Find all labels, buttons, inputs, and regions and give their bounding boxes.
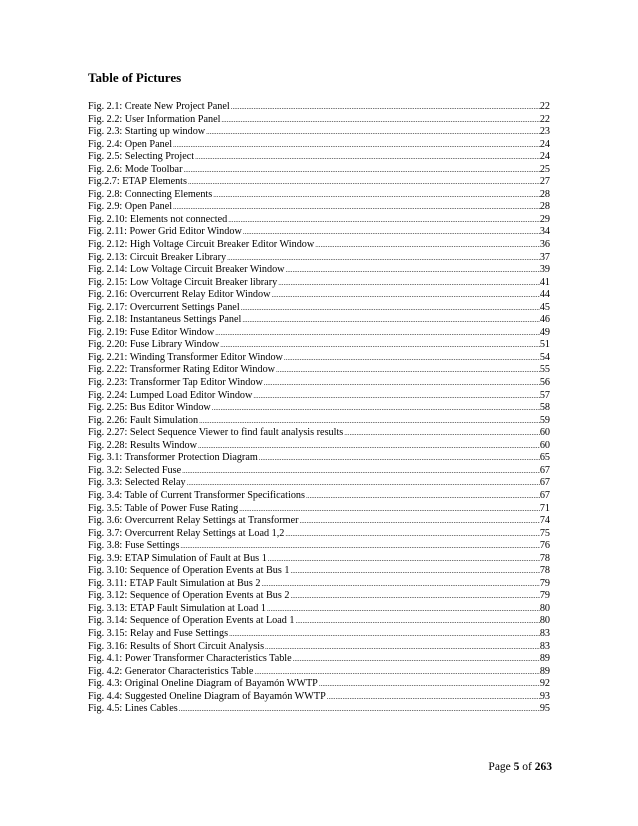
toc-entry-page: 59 (539, 414, 550, 426)
dot-leader (284, 528, 539, 541)
dot-leader (212, 189, 540, 202)
toc-entry-page: 39 (539, 264, 550, 276)
toc-entry (88, 666, 550, 679)
page-number-footer (488, 760, 552, 774)
toc-entry (88, 440, 550, 453)
toc-entry (88, 226, 550, 239)
toc-entry (88, 628, 550, 641)
toc-entry (88, 615, 550, 628)
toc-entry-label: Fig. 2.18: Instantaneus Settings Panel (88, 314, 242, 326)
toc-entry-label: Fig. 4.3: Original Oneline Diagram of Bayamón WWTP (88, 678, 318, 690)
toc-entry-page: 80 (539, 615, 550, 627)
toc-entry (88, 264, 550, 277)
toc-entry-label: Fig. 2.5: Selecting Project (88, 151, 195, 163)
toc-entry-page: 54 (539, 351, 550, 363)
dot-leader (181, 465, 540, 478)
toc-entry (88, 214, 550, 227)
toc-entry (88, 477, 550, 490)
dot-leader (197, 440, 540, 453)
dot-leader (292, 653, 540, 666)
toc-entry (88, 565, 550, 578)
toc-entry-page: 49 (539, 326, 550, 338)
footer-page-separator: of (522, 761, 532, 773)
toc-entry-label: Fig. 2.27: Select Sequence Viewer to find fault analysis results (88, 427, 344, 439)
toc-entry-label: Fig. 2.26: Fault Simulation (88, 414, 199, 426)
dot-leader (253, 666, 539, 679)
toc-entry-label: Fig. 3.15: Relay and Fuse Settings (88, 627, 229, 639)
dot-leader (277, 277, 540, 290)
dot-leader (228, 628, 540, 641)
toc-entry-page: 45 (539, 301, 550, 313)
dot-leader (186, 477, 540, 490)
toc-entry-page: 89 (539, 665, 550, 677)
toc-entry (88, 314, 550, 327)
toc-entry (88, 151, 550, 164)
toc-entry-label: Fig. 2.24: Lumped Load Editor Window (88, 389, 253, 401)
footer-page-prefix: Page (488, 761, 511, 773)
toc-entry-page: 24 (539, 151, 550, 163)
dot-leader (266, 603, 540, 616)
dot-leader (214, 327, 540, 340)
toc-entry-page: 83 (539, 640, 550, 652)
toc-entry (88, 364, 550, 377)
toc-entry (88, 553, 550, 566)
toc-entry (88, 503, 550, 516)
toc-entry-page: 67 (539, 489, 550, 501)
toc-entry-label: Fig. 2.28: Results Window (88, 439, 197, 451)
toc-entry-label: Fig. 2.14: Low Voltage Circuit Breaker Window (88, 264, 285, 276)
toc-entry-page: 25 (539, 163, 550, 175)
page-title: Table of Pictures (88, 70, 182, 85)
toc-entry-label: Fig. 3.1: Transformer Protection Diagram (88, 452, 258, 464)
toc-entry (88, 590, 550, 603)
toc-entry-page: 67 (539, 464, 550, 476)
toc-entry (88, 465, 550, 478)
toc-entry (88, 277, 550, 290)
toc-entry-page: 46 (539, 314, 550, 326)
toc-entry-page: 56 (539, 377, 550, 389)
toc-entry-page: 89 (539, 653, 550, 665)
dot-leader (289, 565, 539, 578)
toc-entry (88, 239, 550, 252)
toc-entry (88, 114, 550, 127)
toc-entry-label: Fig. 2.23: Transformer Tap Editor Window (88, 377, 263, 389)
toc-entry-label: Fig. 2.13: Circuit Breaker Library (88, 251, 227, 263)
dot-leader (178, 703, 540, 716)
toc-entry-label: Fig. 2.1: Create New Project Panel (88, 101, 230, 112)
toc-entry-page: 75 (539, 527, 550, 539)
toc-entry (88, 528, 550, 541)
toc-entry-page: 57 (539, 389, 550, 401)
dot-leader (326, 691, 540, 704)
dot-leader (226, 252, 540, 265)
dot-leader (270, 289, 539, 302)
toc-entry-label: Fig. 3.5: Table of Power Fuse Rating (88, 502, 239, 514)
toc-entry-label: Fig. 2.17: Overcurrent Settings Panel (88, 301, 240, 313)
toc-entry-page: 22 (539, 113, 550, 125)
toc-entry-page: 55 (539, 364, 550, 376)
toc-entry-page: 92 (539, 678, 550, 690)
dot-leader (205, 126, 540, 139)
toc-entry (88, 578, 550, 591)
dot-leader (240, 302, 540, 315)
toc-entry (88, 101, 550, 114)
toc-entry-page: 34 (539, 226, 550, 238)
toc-entry (88, 302, 550, 315)
toc-entry-page: 67 (539, 477, 550, 489)
toc-entry-label: Fig. 2.6: Mode Toolbar (88, 163, 183, 175)
toc-entry-label: Fig. 3.10: Sequence of Operation Events at Bus 1 (88, 565, 290, 577)
toc-entry-label: Fig. 3.13: ETAP Fault Simulation at Load 1 (88, 602, 266, 614)
toc-entry (88, 691, 550, 704)
toc-entry-page: 36 (539, 239, 550, 251)
toc-entry-page: 78 (539, 552, 550, 564)
toc-entry-page: 51 (539, 339, 550, 351)
dot-leader (179, 540, 539, 553)
toc-entry (88, 139, 550, 152)
toc-entry-page: 79 (539, 577, 550, 589)
dot-leader (318, 678, 540, 691)
toc-entry (88, 377, 550, 390)
dot-leader (305, 490, 540, 503)
toc-entry-label: Fig. 3.4: Table of Current Transformer Specifications (88, 489, 305, 501)
dot-leader (314, 239, 540, 252)
toc-entry-page: 80 (539, 602, 550, 614)
dot-leader (267, 553, 540, 566)
toc-entry-label: Fig. 4.5: Lines Cables (88, 703, 178, 715)
toc-entry-label: Fig. 3.14: Sequence of Operation Events at Load 1 (88, 615, 295, 627)
toc-entry-label: Fig. 4.2: Generator Characteristics Table (88, 665, 254, 677)
toc-entry-label: Fig. 2.20: Fuse Library Window (88, 339, 220, 351)
dot-leader (258, 452, 540, 465)
toc-entry-label: Fig. 2.9: Open Panel (88, 201, 173, 213)
table-of-pictures-list (88, 101, 550, 716)
dot-leader (194, 151, 540, 164)
toc-entry (88, 641, 550, 654)
toc-entry (88, 603, 550, 616)
toc-entry-page: 22 (539, 101, 550, 112)
dot-leader (211, 402, 540, 415)
dot-leader (241, 314, 539, 327)
toc-entry (88, 189, 550, 202)
dot-leader (230, 101, 540, 114)
toc-entry (88, 352, 550, 365)
toc-entry-page: 78 (539, 565, 550, 577)
toc-entry-page: 79 (539, 590, 550, 602)
dot-leader (172, 139, 540, 152)
toc-entry-label: Fig. 3.8: Fuse Settings (88, 540, 180, 552)
toc-entry (88, 339, 550, 352)
dot-leader (295, 615, 540, 628)
dot-leader (263, 377, 540, 390)
dot-leader (198, 415, 540, 428)
dot-leader (238, 503, 540, 516)
toc-entry-label: Fig. 3.9: ETAP Simulation of Fault at Bus 1 (88, 552, 267, 564)
toc-entry-label: Fig. 2.21: Winding Transformer Editor Window (88, 351, 283, 363)
dot-leader (289, 590, 539, 603)
dot-leader (220, 114, 539, 127)
toc-entry-label: Fig. 2.4: Open Panel (88, 138, 173, 150)
toc-entry-page: 71 (539, 502, 550, 514)
toc-entry-label: Fig. 3.16: Results of Short Circuit Analysis (88, 640, 265, 652)
toc-entry (88, 540, 550, 553)
toc-entry-label: Fig. 3.11: ETAP Fault Simulation at Bus 2 (88, 577, 261, 589)
toc-entry-label: Fig.2.7: ETAP Elements (88, 176, 187, 188)
toc-entry (88, 415, 550, 428)
toc-entry-page: 76 (539, 540, 550, 552)
toc-entry-page: 23 (539, 126, 550, 138)
toc-entry-label: Fig. 3.6: Overcurrent Relay Settings at Transformer (88, 515, 299, 527)
toc-entry-label: Fig. 2.12: High Voltage Circuit Breaker Editor Window (88, 239, 315, 251)
dot-leader (283, 352, 540, 365)
dot-leader (299, 515, 540, 528)
toc-entry (88, 390, 550, 403)
toc-entry-label: Fig. 2.11: Power Grid Editor Window (88, 226, 242, 238)
toc-entry-label: Fig. 3.2: Selected Fuse (88, 464, 182, 476)
toc-entry-page: 65 (539, 452, 550, 464)
footer-current-page: 5 (513, 761, 520, 773)
toc-entry (88, 490, 550, 503)
toc-entry-page: 29 (539, 213, 550, 225)
toc-entry (88, 402, 550, 415)
toc-entry (88, 201, 550, 214)
toc-entry (88, 515, 550, 528)
toc-entry-label: Fig. 2.2: User Information Panel (88, 113, 221, 125)
dot-leader (187, 176, 540, 189)
toc-entry-page: 60 (539, 427, 550, 439)
toc-entry (88, 327, 550, 340)
dot-leader (242, 226, 540, 239)
toc-entry-label: Fig. 2.15: Low Voltage Circuit Breaker library (88, 276, 278, 288)
toc-entry-label: Fig. 2.22: Transformer Rating Editor Window (88, 364, 276, 376)
toc-entry-page: 83 (539, 627, 550, 639)
dot-leader (285, 264, 540, 277)
toc-entry-page: 93 (539, 690, 550, 702)
toc-entry-page: 28 (539, 201, 550, 213)
toc-entry-page: 60 (539, 439, 550, 451)
toc-entry-page: 74 (539, 515, 550, 527)
toc-entry (88, 452, 550, 465)
toc-entry-page: 24 (539, 138, 550, 150)
toc-entry-label: Fig. 3.3: Selected Relay (88, 477, 186, 489)
toc-entry (88, 703, 550, 716)
dot-leader (260, 578, 539, 591)
toc-entry-label: Fig. 3.7: Overcurrent Relay Settings at Load 1,2 (88, 527, 285, 539)
toc-entry-label: Fig. 2.19: Fuse Editor Window (88, 326, 215, 338)
dot-leader (227, 214, 540, 227)
toc-entry-label: Fig. 4.4: Suggested Oneline Diagram of Bayamón WWTP (88, 690, 326, 702)
toc-entry-page: 41 (539, 276, 550, 288)
toc-entry (88, 653, 550, 666)
dot-leader (343, 427, 540, 440)
dot-leader (275, 364, 540, 377)
toc-entry-page: 28 (539, 188, 550, 200)
toc-entry (88, 164, 550, 177)
toc-entry-label: Fig. 2.3: Starting up window (88, 126, 206, 138)
dot-leader (252, 390, 539, 403)
toc-entry-page: 27 (539, 176, 550, 188)
toc-entry (88, 427, 550, 440)
toc-entry (88, 176, 550, 189)
dot-leader (264, 641, 540, 654)
toc-entry-page: 37 (539, 251, 550, 263)
dot-leader (172, 201, 540, 214)
toc-entry-label: Fig. 2.10: Elements not connected (88, 213, 228, 225)
toc-entry (88, 252, 550, 265)
toc-entry (88, 678, 550, 691)
toc-entry-label: Fig. 2.16: Overcurrent Relay Editor Window (88, 289, 271, 301)
toc-entry-label: Fig. 3.12: Sequence of Operation Events at Bus 2 (88, 590, 290, 602)
toc-entry-label: Fig. 4.1: Power Transformer Characteristics Table (88, 653, 292, 665)
dot-leader (219, 339, 540, 352)
toc-entry-page: 58 (539, 402, 550, 414)
toc-entry-page: 44 (539, 289, 550, 301)
toc-entry (88, 126, 550, 139)
toc-entry-page: 95 (539, 703, 550, 715)
toc-entry (88, 289, 550, 302)
toc-entry-label: Fig. 2.25: Bus Editor Window (88, 402, 211, 414)
footer-total-pages: 263 (534, 761, 552, 773)
dot-leader (182, 164, 539, 177)
toc-entry-label: Fig. 2.8: Connecting Elements (88, 188, 213, 200)
